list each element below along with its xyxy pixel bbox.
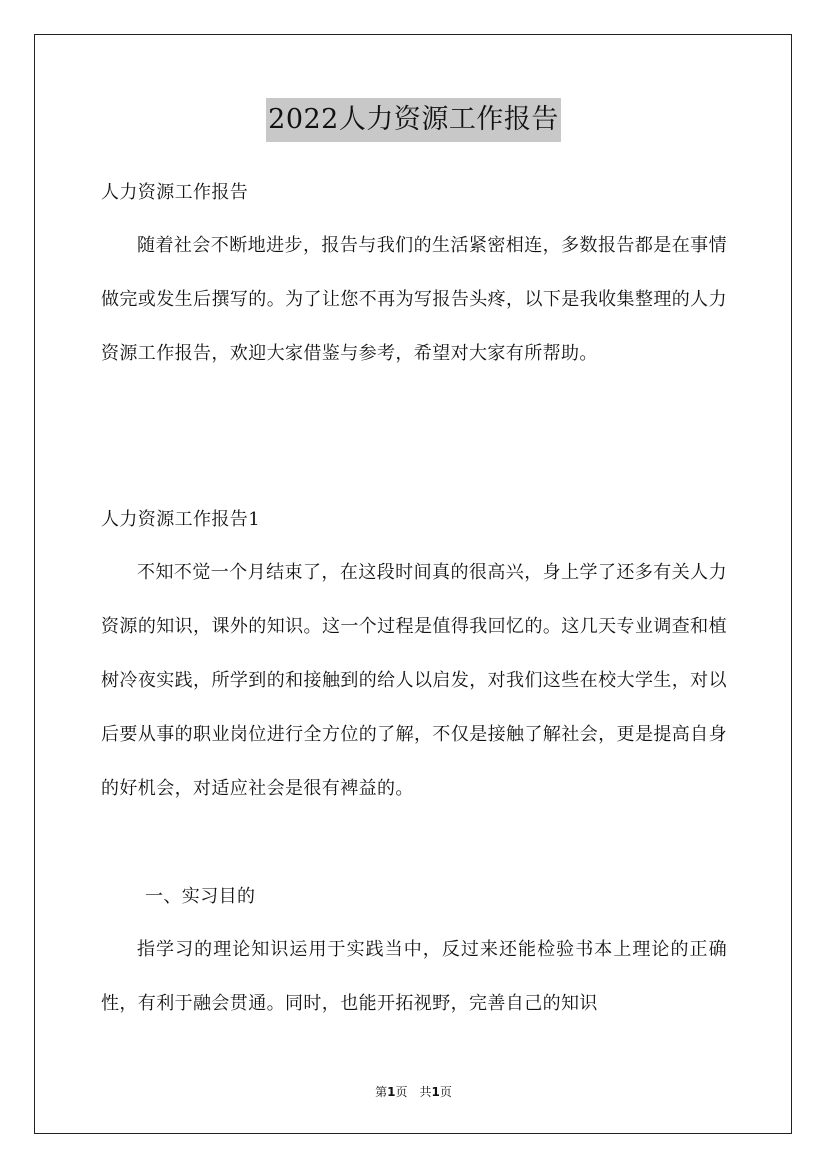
total-suffix: 页 [439,1085,452,1099]
title-container [0,98,827,142]
subsection-heading: 一、实习目的 [145,886,256,907]
intro-paragraph: 随着社会不断地进步，报告与我们的生活紧密相连，多数报告都是在事情做完或发生后撰写的。为了让您不再为写报告头疼，以下是我收集整理的人力资源工作报告，欢迎大家借鉴与参考，希望对大家有所帮助。 [101,235,727,364]
total-prefix: 共 [419,1085,432,1099]
page-suffix: 页 [395,1085,408,1099]
document-subtitle: 人力资源工作报告 [101,182,249,203]
document-title: 2022人力资源工作报告 [266,98,561,142]
page-footer [0,1082,827,1102]
section-paragraph: 不知不觉一个月结束了，在这段时间真的很高兴，身上学了还多有关人力资源的知识，课外的知识。这一个过程是值得我回忆的。这几天专业调查和植树冷夜实践，所学到的和接触到的给人以启发，对我们这些在校大学生，对以后要从事的职业岗位进行全方位的了解，不仅是接触了解社会，更是提高自身的好机会，对适应社会是很有裨益的。 [101,562,727,799]
page-prefix: 第 [375,1085,388,1099]
section-heading: 人力资源工作报告1 [101,509,261,530]
total-pages: 1 [431,1085,440,1099]
subsection-paragraph: 指学习的理论知识运用于实践当中，反过来还能检验书本上理论的正确性，有利于融会贯通。同时，也能开拓视野，完善自己的知识 [101,939,727,1014]
page-number: 1 [387,1085,396,1099]
